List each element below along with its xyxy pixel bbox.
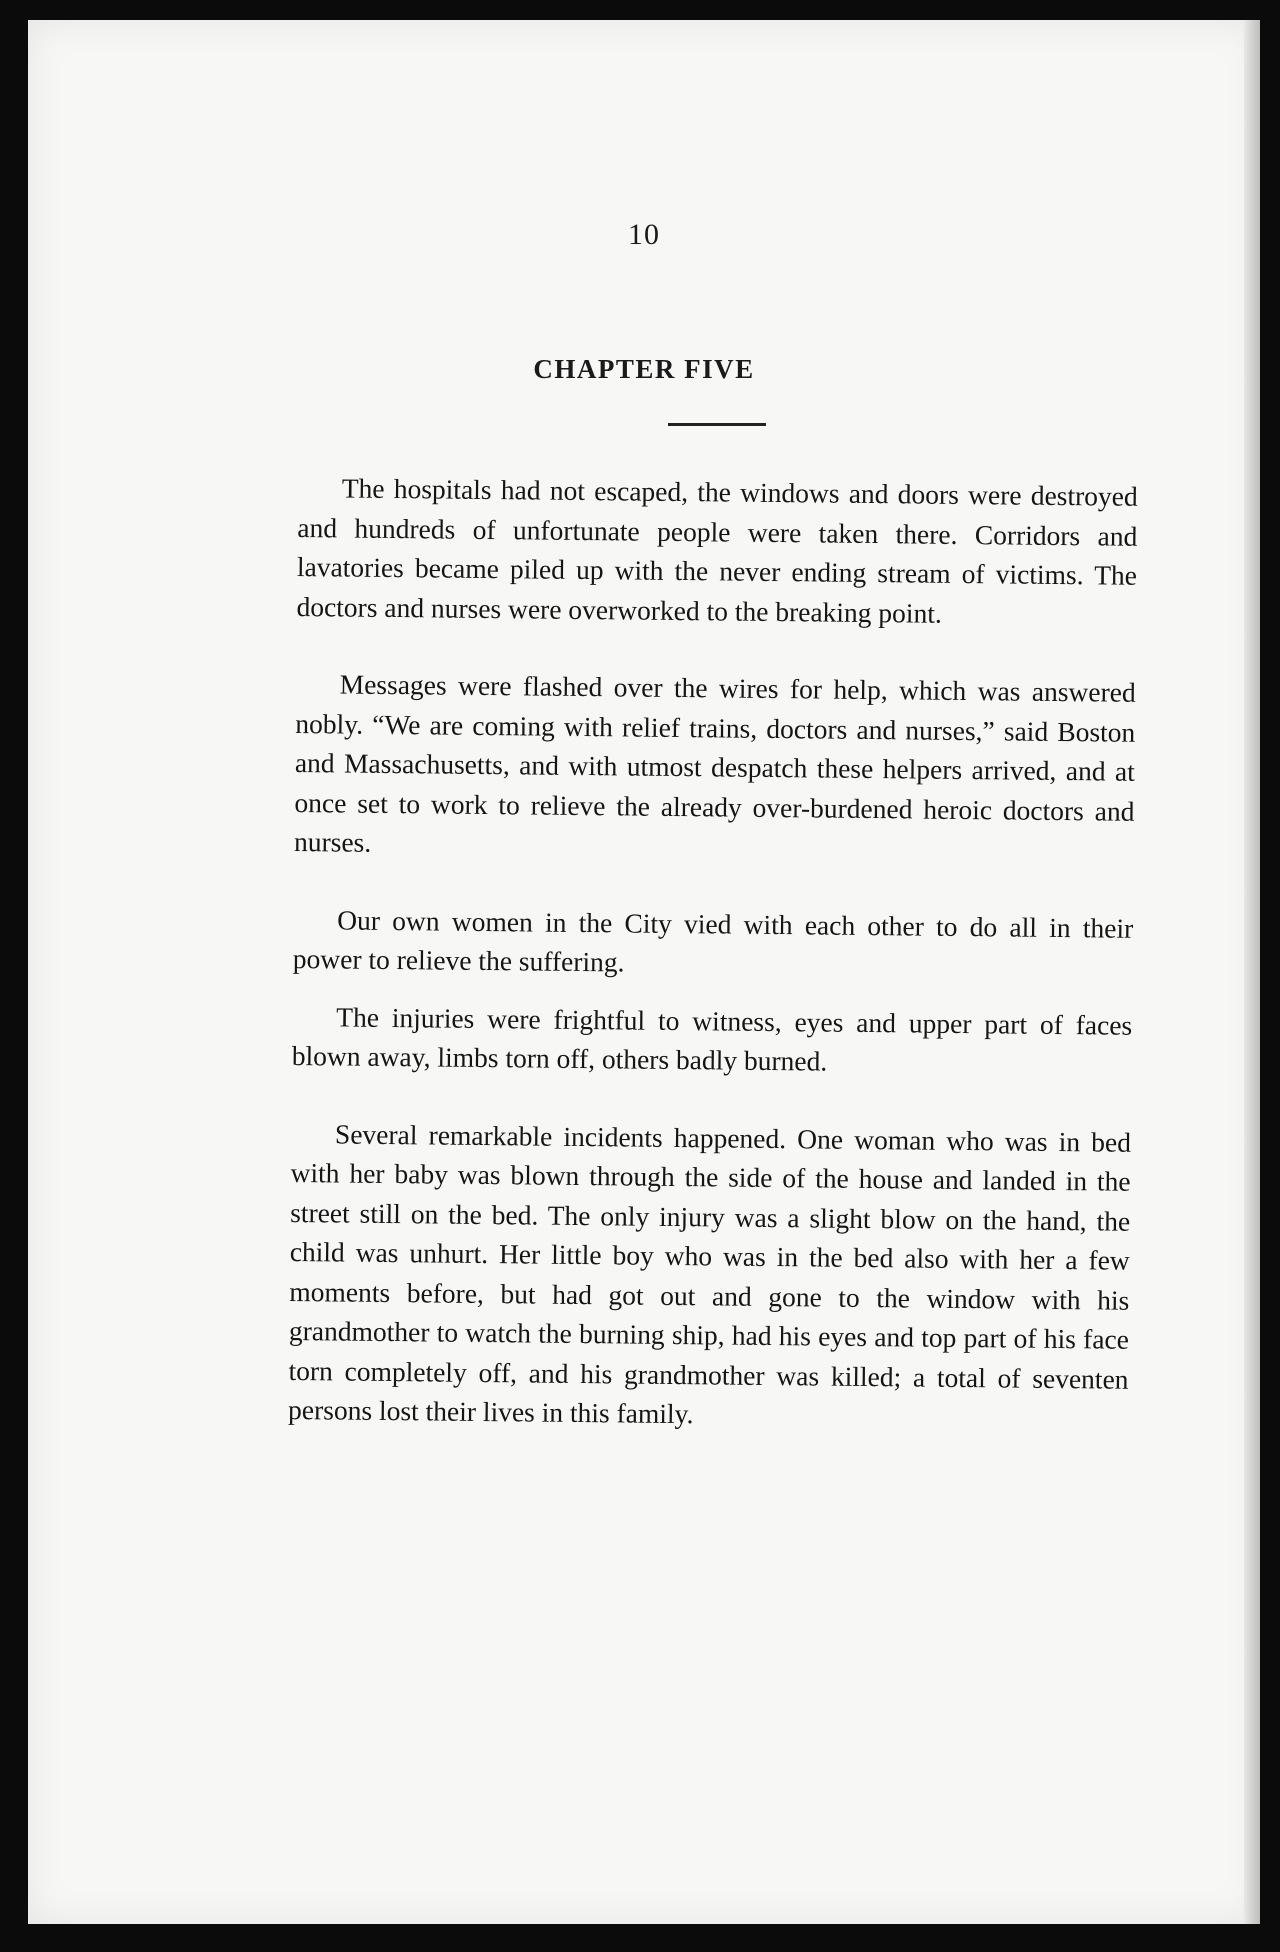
paragraph-hospitals: The hospitals had not escaped, the windows and doors were destroyed and hundreds of unfortunate people were taken there. Corridors and lavatories became piled up with the never ending stream of victims. The doctors and nurses were overworked to the breaking point. <box>296 472 1138 629</box>
page-edge <box>1244 20 1260 1924</box>
paragraph-messages: Messages were flashed over the wires for help, which was answered nobly. “We are coming with relief trains, doctors and nurses,” said Boston and Massachusetts, and with utmost despatch these helpers arrived, and at once set to work to relieve the already over-burdened heroic doctors and nurses. <box>293 668 1136 858</box>
paragraph-injuries: The injuries were frightful to witness, eyes and upper part of faces blown away, limbs torn off, others badly burned. <box>291 1000 1133 1077</box>
chapter-title: CHAPTER FIVE <box>533 354 755 384</box>
paragraph-incidents: Several remarkable incidents happened. One woman who was in bed with her baby was blown through the side of the house and landed in the street still on the bed. The only injury was a slight blow on the hand, the child was unhurt. Her little boy who was in the bed also with her a few moments before, but had got out and gone to the window with his grandmother to watch the burning ship, had his eyes and top part of his face torn completely off, and his grandmother was killed; a total of seventen persons lost their lives in this family. <box>287 1117 1132 1430</box>
chapter-divider <box>668 423 766 426</box>
paragraph-women: Our own women in the City vied with each other to do all in their power to relieve the suffering. <box>292 903 1134 978</box>
page-number: 10 <box>628 218 660 251</box>
chapter-text <box>288 468 1138 1438</box>
book-page <box>28 20 1260 1924</box>
